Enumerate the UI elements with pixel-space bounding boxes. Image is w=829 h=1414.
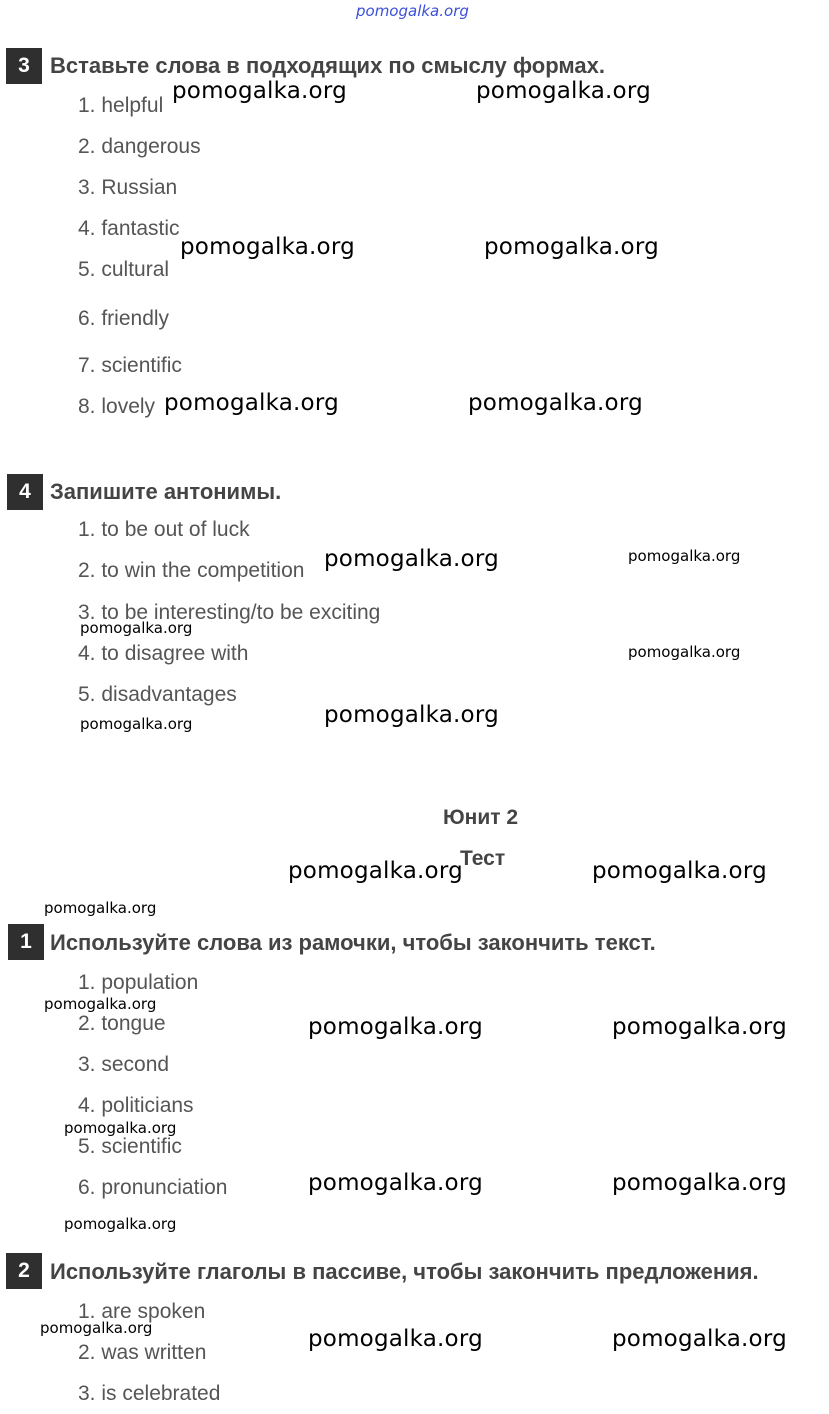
task-4-number: 4 (7, 474, 43, 510)
watermark: pomogalka.org (308, 1326, 483, 1352)
task-4-answer-2: 2. to win the competition (78, 559, 305, 582)
watermark-small: pomogalka.org (44, 899, 157, 917)
watermark: pomogalka.org (468, 390, 643, 416)
task-2-number: 2 (6, 1253, 42, 1289)
task-3-answer-3: 3. Russian (78, 176, 178, 199)
watermark: pomogalka.org (172, 78, 347, 104)
task-2-answer-3: 3. is celebrated (78, 1382, 221, 1405)
watermark: pomogalka.org (592, 858, 767, 884)
task-3-answer-7: 7. scientific (78, 354, 182, 377)
watermark: pomogalka.org (324, 546, 499, 572)
unit-title: Юнит 2 (443, 806, 519, 829)
watermark-small: pomogalka.org (44, 995, 157, 1013)
task-4-title: Запишите антонимы. (50, 479, 282, 504)
watermark: pomogalka.org (308, 1170, 483, 1196)
task-4-answer-3: 3. to be interesting/to be exciting (78, 601, 381, 624)
task-3-title: Вставьте слова в подходящих по смыслу формах. (50, 53, 605, 78)
task-4-answer-1: 1. to be out of luck (78, 518, 250, 541)
task-3-number: 3 (6, 48, 42, 84)
watermark-small: pomogalka.org (64, 1215, 177, 1233)
watermark-small: pomogalka.org (80, 619, 193, 637)
watermark-small: pomogalka.org (64, 1119, 177, 1137)
watermark: pomogalka.org (308, 1014, 483, 1040)
task-1-number: 1 (8, 924, 44, 960)
task-3-answer-4: 4. fantastic (78, 217, 180, 240)
task-1-answer-2: 2. tongue (78, 1012, 166, 1035)
task-1-answer-5: 5. scientific (78, 1135, 182, 1158)
watermark: pomogalka.org (164, 390, 339, 416)
watermark-small: pomogalka.org (628, 643, 741, 661)
watermark: pomogalka.org (612, 1326, 787, 1352)
watermark-small: pomogalka.org (40, 1319, 153, 1337)
task-1-answer-6: 6. pronunciation (78, 1176, 228, 1199)
task-2-title: Используйте глаголы в пассиве, чтобы закончить предложения. (50, 1259, 759, 1284)
task-1-answer-1: 1. population (78, 971, 199, 994)
task-3-answer-1: 1. helpful (78, 94, 164, 117)
watermark: pomogalka.org (612, 1014, 787, 1040)
watermark: pomogalka.org (180, 234, 355, 260)
task-2-answer-2: 2. was written (78, 1341, 207, 1364)
watermark-small: pomogalka.org (628, 547, 741, 565)
watermark: pomogalka.org (288, 858, 463, 884)
watermark: pomogalka.org (476, 78, 651, 104)
watermark: pomogalka.org (484, 234, 659, 260)
watermark-small: pomogalka.org (80, 715, 193, 733)
unit-subtitle: Тест (460, 847, 506, 870)
task-1-answer-4: 4. politicians (78, 1094, 194, 1117)
task-2-answer-1: 1. are spoken (78, 1300, 206, 1323)
task-1-answer-3: 3. second (78, 1053, 170, 1076)
watermark: pomogalka.org (324, 702, 499, 728)
task-4-answer-4: 4. to disagree with (78, 642, 249, 665)
watermark: pomogalka.org (612, 1170, 787, 1196)
task-3-answer-6: 6. friendly (78, 307, 170, 330)
task-3-answer-5: 5. cultural (78, 258, 170, 281)
task-3-answer-2: 2. dangerous (78, 135, 201, 158)
task-3-answer-8: 8. lovely (78, 395, 156, 418)
task-4-answer-5: 5. disadvantages (78, 683, 237, 706)
top-watermark: pomogalka.org (356, 2, 469, 20)
task-1-title: Используйте слова из рамочки, чтобы закончить текст. (50, 930, 656, 955)
